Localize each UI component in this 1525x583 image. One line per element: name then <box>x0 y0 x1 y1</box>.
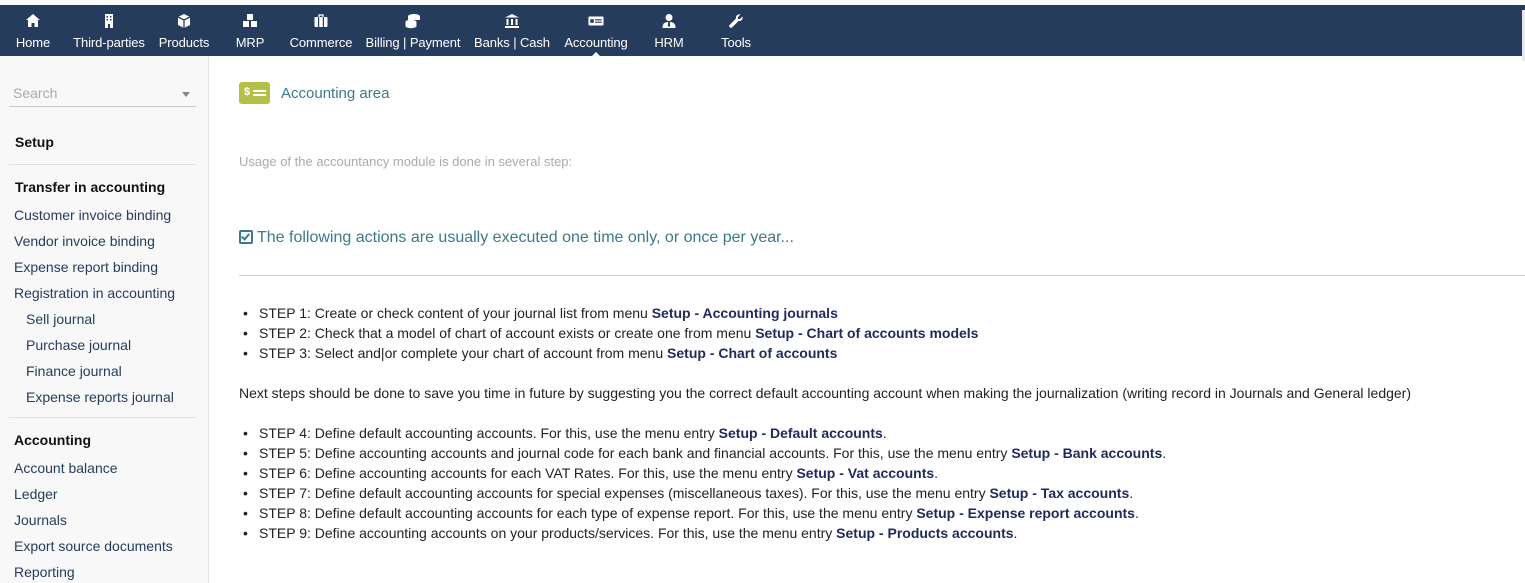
step-text: STEP 7: Define default accounting accounts for special expenses (miscellaneous taxes). For this, use the menu entry <box>259 485 990 501</box>
sidebar-item-expense-reports-journal[interactable]: Expense reports journal <box>26 389 174 405</box>
sidebar-item-ledger[interactable]: Ledger <box>14 486 58 502</box>
nav-mrp[interactable] <box>230 5 270 56</box>
step-text: STEP 1: Create or check content of your journal list from menu <box>259 305 652 321</box>
step-item <box>243 525 1017 541</box>
nav-accounting[interactable] <box>560 5 632 56</box>
step-text: STEP 2: Check that a model of chart of account exists or create one from menu <box>259 325 756 341</box>
nav-home[interactable] <box>12 5 54 56</box>
bullet: • <box>243 505 248 521</box>
sidebar-transfer-heading[interactable]: Transfer in accounting <box>15 179 166 195</box>
step-item <box>243 505 1139 521</box>
nav-mrp-label: MRP <box>235 35 265 50</box>
chevron-down-icon[interactable] <box>182 92 190 97</box>
bullet: • <box>243 425 248 441</box>
briefcase-icon <box>313 13 329 29</box>
coins-icon <box>405 13 421 29</box>
step-item <box>243 305 838 321</box>
nav-home-label: Home <box>15 35 51 50</box>
search-select[interactable] <box>9 83 196 107</box>
nav-billing-payment-label: Billing | Payment <box>365 35 461 50</box>
sidebar-item-finance-journal[interactable]: Finance journal <box>26 363 122 379</box>
sidebar-item-customer-invoice-binding[interactable]: Customer invoice binding <box>14 207 172 223</box>
sidebar-setup[interactable]: Setup <box>15 134 54 150</box>
accounting-area-icon <box>239 82 270 104</box>
step-item <box>243 445 1166 461</box>
nav-commerce[interactable] <box>286 5 356 56</box>
nav-products-label: Products <box>158 35 210 50</box>
nav-billing-payment[interactable] <box>362 5 464 56</box>
step-item <box>243 325 978 341</box>
nav-commerce-label: Commerce <box>289 35 353 50</box>
sidebar-item-journals[interactable]: Journals <box>14 512 67 528</box>
nav-hrm[interactable] <box>650 5 688 56</box>
step-text: STEP 4: Define default accounting accounts. For this, use the menu entry <box>259 425 719 441</box>
sidebar-item-vendor-invoice-binding[interactable]: Vendor invoice binding <box>14 233 155 249</box>
sidebar-item-reporting[interactable]: Reporting <box>14 564 75 580</box>
nav-accounting-label: Accounting <box>564 35 628 50</box>
sidebar-item-registration[interactable]: Registration in accounting <box>14 285 176 301</box>
nav-tools-label: Tools <box>721 35 751 50</box>
step-tail: . <box>1162 445 1167 461</box>
step-menu-link[interactable]: Setup - Chart of accounts <box>667 345 838 361</box>
sidebar-item-account-balance[interactable]: Account balance <box>14 460 118 476</box>
top-navbar <box>0 5 1525 56</box>
step-item <box>243 425 887 441</box>
wrench-icon <box>728 13 744 29</box>
bullet: • <box>243 445 248 461</box>
next-steps-text: Next steps should be done to save you time in future by suggesting you the correct default accounting account when making the journalization (writing record in Journals and General ledger) <box>239 385 1412 401</box>
main-content <box>210 56 1525 583</box>
nav-banks-cash-label: Banks | Cash <box>474 35 550 50</box>
usage-text: Usage of the accountancy module is done in several step: <box>239 154 573 169</box>
actions-heading <box>239 228 794 247</box>
step-text: STEP 8: Define default accounting accounts for each type of expense report. For this, use the menu entry <box>259 505 917 521</box>
step-text: STEP 3: Select and|or complete your chart of account from menu <box>259 345 668 361</box>
actions-heading-text: The following actions are usually executed one time only, or once per year... <box>257 229 794 246</box>
sidebar-item-sell-journal[interactable]: Sell journal <box>26 311 96 327</box>
sidebar-item-purchase-journal[interactable]: Purchase journal <box>26 337 132 353</box>
bank-icon <box>504 13 520 29</box>
step-menu-link[interactable]: Setup - Expense report accounts <box>916 505 1135 521</box>
search-placeholder: Search <box>13 85 58 101</box>
step-menu-link[interactable]: Setup - Products accounts <box>836 525 1014 541</box>
step-tail: . <box>1013 525 1018 541</box>
nav-products[interactable] <box>155 5 213 56</box>
step-item <box>243 465 938 481</box>
step-text: STEP 9: Define accounting accounts on your products/services. For this, use the menu entry <box>259 525 837 541</box>
money-check-icon <box>588 13 604 29</box>
step-menu-link[interactable]: Setup - Tax accounts <box>989 485 1130 501</box>
nav-hrm-label: HRM <box>654 35 684 50</box>
cubes-icon <box>242 13 258 29</box>
section-divider <box>239 275 1525 276</box>
step-menu-link[interactable]: Setup - Bank accounts <box>1011 445 1163 461</box>
step-tail: . <box>1134 505 1139 521</box>
calendar-check-icon <box>239 230 253 244</box>
step-text: STEP 5: Define accounting accounts and journal code for each bank and financial accounts. For this, use the menu entry <box>259 445 1012 461</box>
sidebar-divider <box>9 164 196 165</box>
bullet: • <box>243 345 248 361</box>
step-item <box>243 485 1133 501</box>
step-tail: . <box>1129 485 1134 501</box>
step-item <box>243 345 837 361</box>
step-menu-link[interactable]: Setup - Chart of accounts models <box>755 325 979 341</box>
step-menu-link[interactable]: Setup - Vat accounts <box>796 465 935 481</box>
bullet: • <box>243 305 248 321</box>
sidebar-item-export-source-documents[interactable]: Export source documents <box>14 538 173 554</box>
building-icon <box>101 13 117 29</box>
area-icon-glyph: $ <box>244 86 251 98</box>
step-text: STEP 6: Define accounting accounts for each VAT Rates. For this, use the menu entry <box>259 465 797 481</box>
bullet: • <box>243 325 248 341</box>
bullet: • <box>243 485 248 501</box>
bullet: • <box>243 525 248 541</box>
bullet: • <box>243 465 248 481</box>
sidebar-item-expense-report-binding[interactable]: Expense report binding <box>14 259 158 275</box>
nav-third-parties[interactable] <box>70 5 148 56</box>
cube-icon <box>176 13 192 29</box>
user-tie-icon <box>661 13 677 29</box>
step-tail: . <box>882 425 887 441</box>
step-menu-link[interactable]: Setup - Default accounts <box>718 425 883 441</box>
home-icon <box>25 13 41 29</box>
sidebar-accounting-heading[interactable]: Accounting <box>14 432 91 448</box>
left-sidebar <box>0 56 209 583</box>
nav-third-parties-label: Third-parties <box>73 35 145 50</box>
step-menu-link[interactable]: Setup - Accounting journals <box>651 305 838 321</box>
nav-banks-cash[interactable] <box>471 5 553 56</box>
page-title: Accounting area <box>281 85 390 102</box>
step-tail: . <box>934 465 939 481</box>
sidebar-divider <box>9 417 196 418</box>
nav-tools[interactable] <box>716 5 756 56</box>
